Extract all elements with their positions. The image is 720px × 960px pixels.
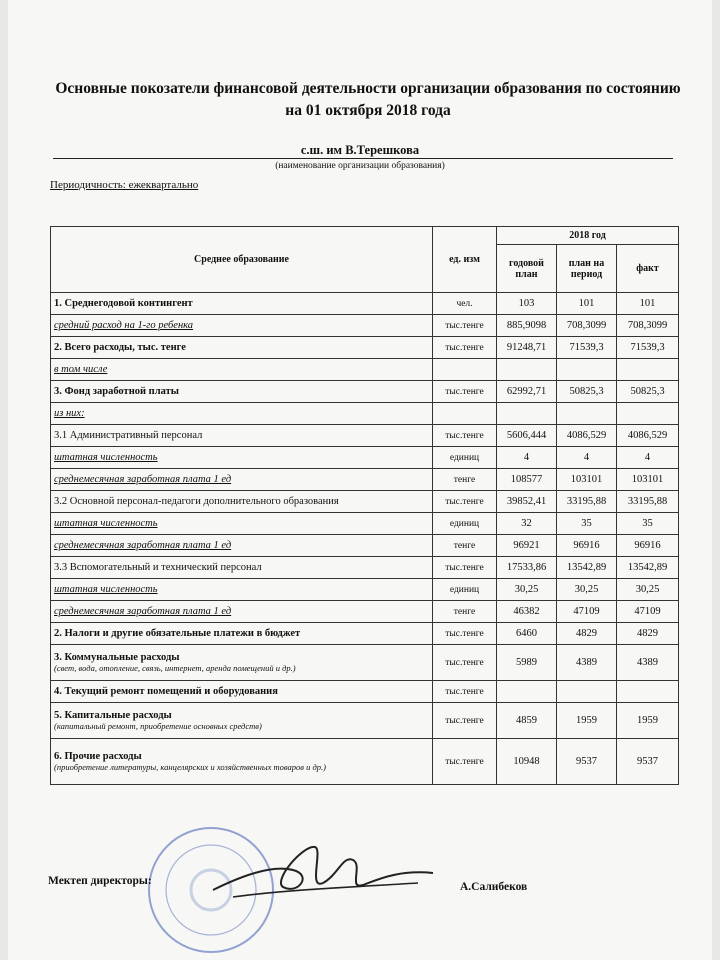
table-row — [51, 293, 679, 315]
row-annual-plan: 91248,71 — [497, 337, 557, 359]
row-name: среднемесячная заработная плата 1 ед — [54, 474, 232, 485]
row-fact — [617, 403, 679, 425]
row-fact: 35 — [617, 513, 679, 535]
row-annual-plan: 4 — [497, 447, 557, 469]
row-name-cell — [51, 703, 433, 739]
row-name-cell — [51, 513, 433, 535]
row-annual-plan — [497, 681, 557, 703]
header-year: 2018 год — [497, 227, 679, 245]
row-name-cell — [51, 337, 433, 359]
row-unit: тыс.тенге — [433, 703, 497, 739]
row-name: 5. Капитальные расходы — [54, 709, 172, 721]
row-unit: тыс.тенге — [433, 491, 497, 513]
row-period-plan: 96916 — [557, 535, 617, 557]
row-name-cell — [51, 425, 433, 447]
financial-table — [50, 226, 679, 785]
row-name-cell — [51, 623, 433, 645]
document-page — [8, 0, 712, 960]
row-name: среднемесячная заработная плата 1 ед — [54, 540, 232, 551]
row-period-plan: 30,25 — [557, 579, 617, 601]
header-period-plan: план на период — [557, 245, 617, 293]
row-fact: 13542,89 — [617, 557, 679, 579]
row-name-cell — [51, 557, 433, 579]
row-name-cell — [51, 579, 433, 601]
row-name: 2. Налоги и другие обязательные платежи в бюджет — [54, 628, 301, 639]
row-period-plan — [557, 403, 617, 425]
row-unit — [433, 403, 497, 425]
row-period-plan: 71539,3 — [557, 337, 617, 359]
row-note: (приобретение литературы, канцелярских и хозяйственных товаров и др.) — [54, 761, 326, 772]
row-fact: 4829 — [617, 623, 679, 645]
row-period-plan: 4829 — [557, 623, 617, 645]
row-name-cell — [51, 403, 433, 425]
row-fact: 96916 — [617, 535, 679, 557]
row-annual-plan: 32 — [497, 513, 557, 535]
table-row — [51, 491, 679, 513]
signature-label: Мектеп директоры: — [48, 875, 152, 887]
row-note: (свет, вода, отопление, связь, интернет, аренда помещений и др.) — [54, 662, 296, 673]
row-name-cell — [51, 535, 433, 557]
row-unit: тыс.тенге — [433, 681, 497, 703]
row-fact: 47109 — [617, 601, 679, 623]
row-name-cell — [51, 359, 433, 381]
row-fact: 33195,88 — [617, 491, 679, 513]
row-annual-plan: 96921 — [497, 535, 557, 557]
row-name-cell — [51, 491, 433, 513]
row-name-cell — [51, 381, 433, 403]
row-period-plan: 9537 — [557, 739, 617, 785]
row-name: из них: — [54, 408, 85, 419]
row-name-cell — [51, 645, 433, 681]
row-annual-plan — [497, 359, 557, 381]
header-unit: ед. изм — [433, 227, 497, 293]
row-fact: 4389 — [617, 645, 679, 681]
row-annual-plan: 103 — [497, 293, 557, 315]
row-fact: 9537 — [617, 739, 679, 785]
row-annual-plan: 62992,71 — [497, 381, 557, 403]
table-row — [51, 447, 679, 469]
row-unit: тенге — [433, 601, 497, 623]
header-name: Среднее образование — [51, 227, 433, 293]
table-row — [51, 645, 679, 681]
row-name: 1. Среднегодовой контингент — [54, 298, 193, 309]
row-unit: тенге — [433, 535, 497, 557]
periodicity-label: Периодичность: ежеквартально — [50, 179, 199, 191]
row-period-plan: 33195,88 — [557, 491, 617, 513]
table-row — [51, 403, 679, 425]
table-row — [51, 513, 679, 535]
row-annual-plan: 5989 — [497, 645, 557, 681]
row-period-plan: 1959 — [557, 703, 617, 739]
table-row — [51, 315, 679, 337]
row-unit: тенге — [433, 469, 497, 491]
row-unit: тыс.тенге — [433, 623, 497, 645]
document-title: Основные покозатели финансовой деятельности организации образования по состоянию на 01 октября 2018 года — [55, 80, 681, 119]
row-unit: тыс.тенге — [433, 425, 497, 447]
row-name: 3.2 Основной персонал-педагоги дополнительного образования — [54, 496, 339, 507]
row-fact: 103101 — [617, 469, 679, 491]
row-annual-plan: 17533,86 — [497, 557, 557, 579]
row-name: штатная численность — [54, 584, 158, 595]
row-name-cell — [51, 315, 433, 337]
row-unit: чел. — [433, 293, 497, 315]
row-name: среднемесячная заработная плата 1 ед — [54, 606, 232, 617]
row-name: 6. Прочие расходы — [54, 750, 142, 762]
row-annual-plan: 39852,41 — [497, 491, 557, 513]
row-name: 3. Фонд заработной платы — [54, 386, 179, 397]
table-row — [51, 681, 679, 703]
row-unit: единиц — [433, 513, 497, 535]
row-period-plan — [557, 681, 617, 703]
row-period-plan: 50825,3 — [557, 381, 617, 403]
row-fact — [617, 681, 679, 703]
row-unit: тыс.тенге — [433, 315, 497, 337]
row-name: 4. Текущий ремонт помещений и оборудования — [54, 686, 278, 697]
row-unit: тыс.тенге — [433, 739, 497, 785]
row-period-plan: 101 — [557, 293, 617, 315]
row-name-cell — [51, 447, 433, 469]
row-name: 3.3 Вспомогательный и технический персонал — [54, 562, 262, 573]
row-name: штатная численность — [54, 518, 158, 529]
header-annual-plan: годовой план — [497, 245, 557, 293]
row-annual-plan: 108577 — [497, 469, 557, 491]
row-fact: 1959 — [617, 703, 679, 739]
row-fact: 30,25 — [617, 579, 679, 601]
row-name: 3.1 Административный персонал — [54, 430, 203, 441]
row-unit: тыс.тенге — [433, 557, 497, 579]
row-name-cell — [51, 681, 433, 703]
row-period-plan: 4389 — [557, 645, 617, 681]
row-name-cell — [51, 739, 433, 785]
table-row — [51, 557, 679, 579]
row-annual-plan — [497, 403, 557, 425]
row-period-plan: 103101 — [557, 469, 617, 491]
table-row — [51, 469, 679, 491]
row-annual-plan: 4859 — [497, 703, 557, 739]
table-row — [51, 535, 679, 557]
table-row — [51, 601, 679, 623]
row-annual-plan: 46382 — [497, 601, 557, 623]
row-annual-plan: 5606,444 — [497, 425, 557, 447]
row-period-plan — [557, 359, 617, 381]
row-annual-plan: 6460 — [497, 623, 557, 645]
table-row — [51, 381, 679, 403]
row-note: (капитальный ремонт, приобретение основных средств) — [54, 720, 262, 731]
row-name-cell — [51, 601, 433, 623]
row-annual-plan: 30,25 — [497, 579, 557, 601]
row-fact — [617, 359, 679, 381]
table-row — [51, 359, 679, 381]
organization-caption: (наименование организации образования) — [275, 161, 445, 171]
row-period-plan: 35 — [557, 513, 617, 535]
row-fact: 4 — [617, 447, 679, 469]
table-body — [51, 293, 679, 785]
row-fact: 101 — [617, 293, 679, 315]
row-name: 3. Коммунальные расходы — [54, 651, 180, 663]
row-name: штатная численность — [54, 452, 158, 463]
table-row — [51, 425, 679, 447]
row-unit: единиц — [433, 447, 497, 469]
row-unit: единиц — [433, 579, 497, 601]
row-name: средний расход на 1-го ребенка — [54, 320, 194, 331]
row-fact: 50825,3 — [617, 381, 679, 403]
row-period-plan: 47109 — [557, 601, 617, 623]
row-unit: тыс.тенге — [433, 645, 497, 681]
row-period-plan: 4 — [557, 447, 617, 469]
row-unit — [433, 359, 497, 381]
row-fact: 71539,3 — [617, 337, 679, 359]
row-annual-plan: 885,9098 — [497, 315, 557, 337]
organization-underline — [53, 158, 673, 159]
row-fact: 708,3099 — [617, 315, 679, 337]
table-row — [51, 579, 679, 601]
table-row — [51, 739, 679, 785]
row-annual-plan: 10948 — [497, 739, 557, 785]
organization-name: с.ш. им В.Терешкова — [300, 143, 420, 157]
row-unit: тыс.тенге — [433, 337, 497, 359]
row-period-plan: 4086,529 — [557, 425, 617, 447]
table-row — [51, 703, 679, 739]
table-row — [51, 337, 679, 359]
row-period-plan: 13542,89 — [557, 557, 617, 579]
row-name: в том числе — [54, 364, 108, 375]
row-name-cell — [51, 469, 433, 491]
header-fact: факт — [617, 245, 679, 293]
row-fact: 4086,529 — [617, 425, 679, 447]
row-name: 2. Всего расходы, тыс. тенге — [54, 342, 186, 353]
row-unit: тыс.тенге — [433, 381, 497, 403]
director-name: А.Салибеков — [460, 881, 528, 893]
row-period-plan: 708,3099 — [557, 315, 617, 337]
director-signature — [203, 835, 443, 905]
table-row — [51, 623, 679, 645]
row-name-cell — [51, 293, 433, 315]
